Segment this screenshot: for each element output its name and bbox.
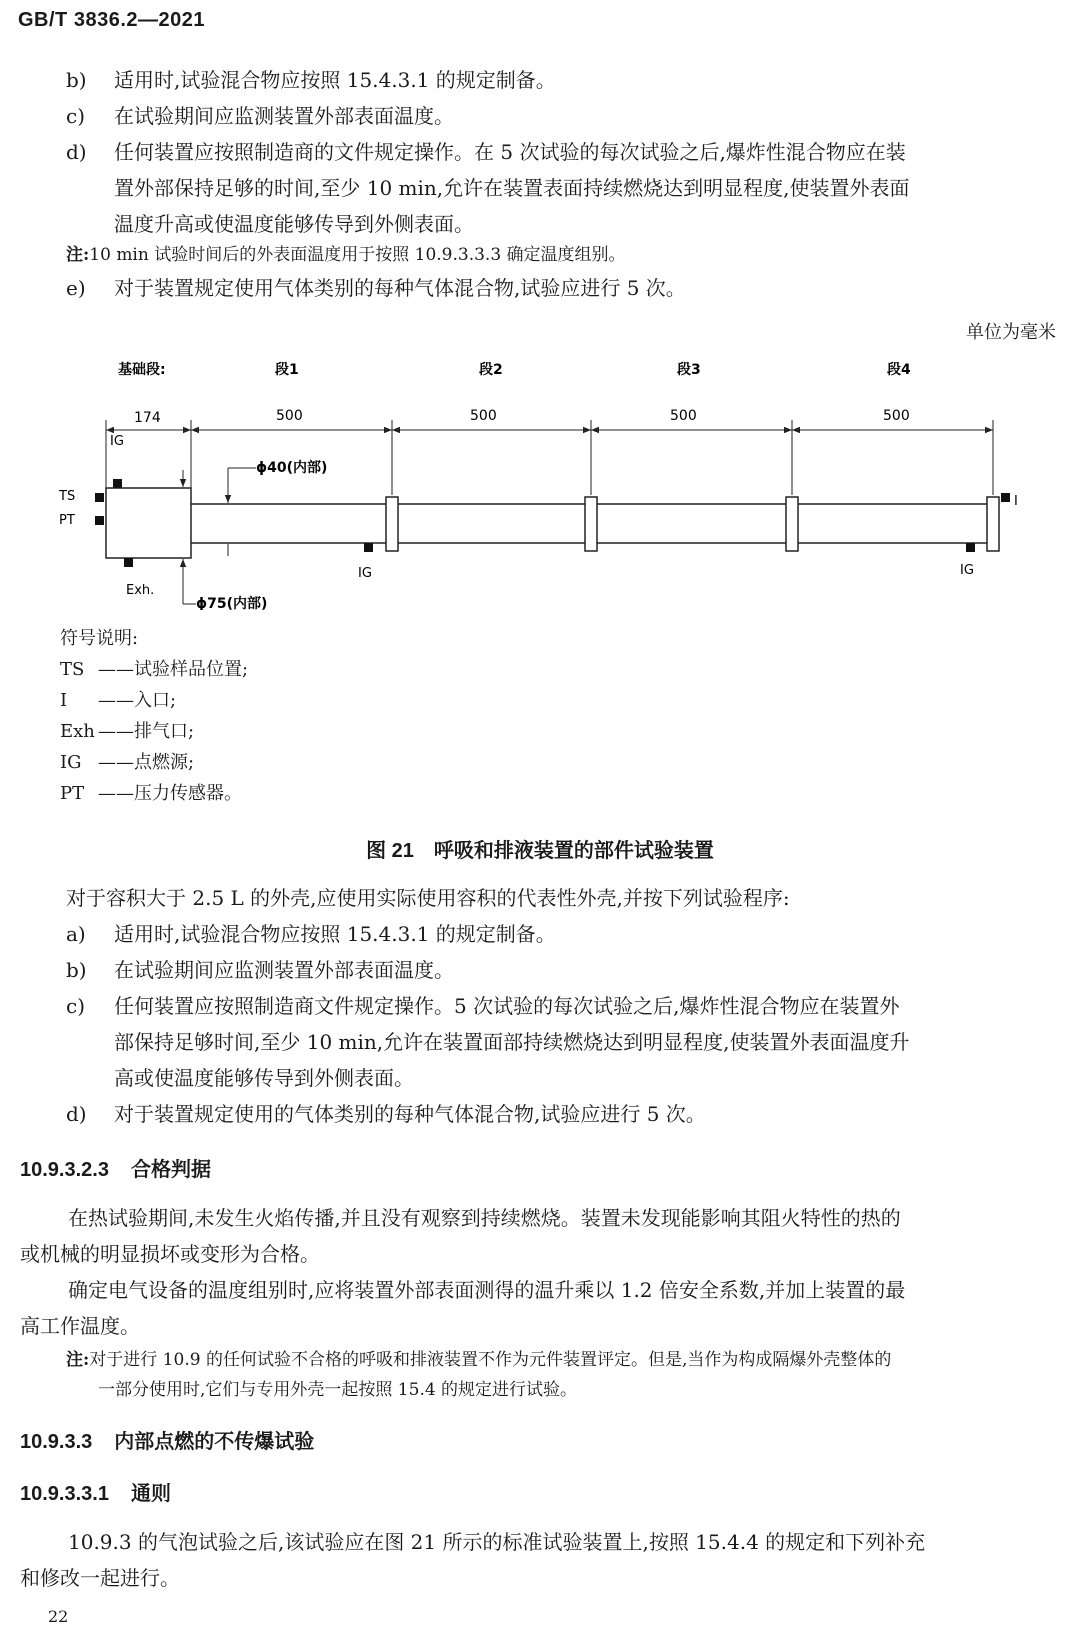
legend-abbr: Exh bbox=[60, 721, 95, 742]
pt-label: PT bbox=[59, 513, 75, 528]
list2-item-c-line2: 部保持足够时间,至少 10 min,允许在装置面部持续燃烧达到明显程度,使装置外表面温度升 bbox=[114, 1030, 910, 1054]
legend-title: 符号说明: bbox=[60, 628, 139, 649]
criteria-paragraph-2-line1: 确定电气设备的温度组别时,应将装置外部表面测得的温升乘以 1.2 倍安全系数,并加上装置的最 bbox=[68, 1278, 906, 1302]
inlet-label: I bbox=[1014, 494, 1018, 509]
note-label: 注: bbox=[66, 245, 90, 265]
note-text: 10 min 试验时间后的外表面温度用于按照 10.9.3.3.3 确定温度组别。 bbox=[89, 245, 626, 265]
section-heading-10-9-3-3-1 bbox=[20, 1477, 171, 1506]
legend-item-i bbox=[60, 685, 176, 716]
list2-item-c-line3: 高或使温度能够传导到外侧表面。 bbox=[114, 1066, 414, 1090]
segment-label-1: 段1 bbox=[275, 362, 299, 378]
section-title: 合格判据 bbox=[130, 1159, 211, 1181]
list2-item-d bbox=[66, 1096, 1056, 1132]
section-heading-10-9-3-3 bbox=[20, 1425, 314, 1454]
intro-paragraph: 对于容积大于 2.5 L 的外壳,应使用实际使用容积的代表性外壳,并按下列试验程序: bbox=[66, 886, 790, 910]
list-label: e) bbox=[66, 276, 86, 300]
list2-item-c bbox=[66, 988, 1056, 1024]
diameter-75-label: ϕ75(内部) bbox=[196, 596, 268, 610]
legend-item-ig bbox=[60, 747, 194, 778]
legend-item-exh bbox=[60, 716, 194, 747]
figure-title: 呼吸和排液装置的部件试验装置 bbox=[433, 840, 714, 862]
legend-desc: ——点燃源; bbox=[98, 752, 195, 773]
list-text: 任何装置应按照制造商的文件规定操作。在 5 次试验的每次试验之后,爆炸性混合物应在装 bbox=[114, 140, 906, 164]
list-label: d) bbox=[66, 140, 87, 164]
legend-desc: ——入口; bbox=[98, 690, 177, 711]
section-title: 通则 bbox=[130, 1483, 171, 1505]
section-number: 10.9.3.2.3 bbox=[20, 1159, 109, 1181]
segment-label-3: 段3 bbox=[677, 362, 701, 378]
ig-label-tube-2: IG bbox=[960, 563, 974, 578]
list-text: 适用时,试验混合物应按照 15.4.3.1 的规定制备。 bbox=[114, 922, 556, 946]
list-label: c) bbox=[66, 994, 86, 1018]
list-label: d) bbox=[66, 1102, 87, 1126]
list-text: 在试验期间应监测装置外部表面温度。 bbox=[114, 104, 454, 128]
section-number: 10.9.3.3 bbox=[20, 1431, 93, 1453]
legend-abbr: I bbox=[60, 690, 68, 711]
section-heading-10-9-3-2-3 bbox=[20, 1153, 211, 1182]
unit-note: 单位为毫米 bbox=[966, 322, 1056, 343]
list-text: 在试验期间应监测装置外部表面温度。 bbox=[114, 958, 454, 982]
legend-abbr: IG bbox=[60, 752, 82, 773]
list-item-d-line2: 置外部保持足够的时间,至少 10 min,允许在装置表面持续燃烧达到明显程度,使装置外表面 bbox=[114, 176, 910, 200]
list-item-e bbox=[66, 270, 1056, 306]
criteria-paragraph-1-line1: 在热试验期间,未发生火焰传播,并且没有观察到持续燃烧。装置未发现能影响其阻火特性的热的 bbox=[68, 1206, 901, 1230]
list-item-d bbox=[66, 134, 1056, 170]
dimension-500-2: 500 bbox=[470, 408, 497, 424]
dimension-lines bbox=[106, 420, 993, 495]
general-paragraph-line2: 和修改一起进行。 bbox=[20, 1566, 180, 1590]
segment-label-4: 段4 bbox=[887, 362, 911, 378]
ts-label: TS bbox=[59, 489, 76, 504]
list-label: a) bbox=[66, 922, 86, 946]
figure-number: 图 21 bbox=[366, 840, 414, 862]
legend-item-pt bbox=[60, 778, 242, 809]
standard-number-header: GB/T 3836.2—2021 bbox=[18, 9, 205, 31]
test-apparatus-diagram bbox=[0, 350, 1080, 610]
list-text: 适用时,试验混合物应按照 15.4.3.1 的规定制备。 bbox=[114, 68, 556, 92]
port-markers bbox=[95, 479, 1010, 567]
list2-item-b bbox=[66, 952, 1056, 988]
note-1 bbox=[66, 240, 1056, 270]
dimension-500-3: 500 bbox=[670, 408, 697, 424]
list-item-d-line3: 温度升高或使温度能够传导到外侧表面。 bbox=[114, 212, 474, 236]
note-text: 对于进行 10.9 的任何试验不合格的呼吸和排液装置不作为元件装置评定。但是,当作为构成隔爆外壳整体的 bbox=[89, 1350, 892, 1370]
segment-label-base: 基础段: bbox=[118, 362, 166, 378]
legend-desc: ——试验样品位置; bbox=[98, 659, 249, 680]
exh-label: Exh. bbox=[126, 583, 155, 598]
legend-item-ts bbox=[60, 654, 248, 685]
section-title: 内部点燃的不传爆试验 bbox=[114, 1431, 315, 1453]
ig-label-base: IG bbox=[110, 434, 124, 449]
list-label: c) bbox=[66, 104, 86, 128]
list-item-c bbox=[66, 98, 1056, 134]
section-number: 10.9.3.3.1 bbox=[20, 1483, 109, 1505]
legend-desc: ——压力传感器。 bbox=[98, 783, 242, 804]
figure-caption bbox=[0, 834, 1080, 863]
list-label: b) bbox=[66, 958, 87, 982]
list-text: 任何装置应按照制造商文件规定操作。5 次试验的每次试验之后,爆炸性混合物应在装置外 bbox=[114, 994, 900, 1018]
list-item-b bbox=[66, 62, 1056, 98]
legend-desc: ——排气口; bbox=[98, 721, 195, 742]
legend-abbr: PT bbox=[60, 783, 85, 804]
criteria-paragraph-1-line2: 或机械的明显损坏或变形为合格。 bbox=[20, 1242, 320, 1266]
note-2-line2: 一部分使用时,它们与专用外壳一起按照 15.4 的规定进行试验。 bbox=[98, 1380, 578, 1400]
diameter-40-label: ϕ40(内部) bbox=[256, 460, 328, 476]
note-label: 注: bbox=[66, 1350, 90, 1370]
note-2-line1 bbox=[66, 1345, 1056, 1375]
dimension-500-4: 500 bbox=[883, 408, 910, 424]
list-text: 对于装置规定使用气体类别的每种气体混合物,试验应进行 5 次。 bbox=[114, 276, 686, 300]
list2-item-a bbox=[66, 916, 1056, 952]
ig-label-tube-1: IG bbox=[358, 566, 372, 581]
dimension-174: 174 bbox=[134, 410, 161, 426]
general-paragraph-line1: 10.9.3 的气泡试验之后,该试验应在图 21 所示的标准试验装置上,按照 15.4.4 的规定和下列补充 bbox=[68, 1530, 926, 1554]
criteria-paragraph-2-line2: 高工作温度。 bbox=[20, 1314, 140, 1338]
list-text: 对于装置规定使用的气体类别的每种气体混合物,试验应进行 5 次。 bbox=[114, 1102, 706, 1126]
base-segment-chamber bbox=[106, 488, 191, 558]
dimension-500-1: 500 bbox=[276, 408, 303, 424]
segment-label-2: 段2 bbox=[479, 362, 503, 378]
list-label: b) bbox=[66, 68, 87, 92]
page-number: 22 bbox=[48, 1607, 69, 1626]
legend-abbr: TS bbox=[60, 659, 85, 680]
